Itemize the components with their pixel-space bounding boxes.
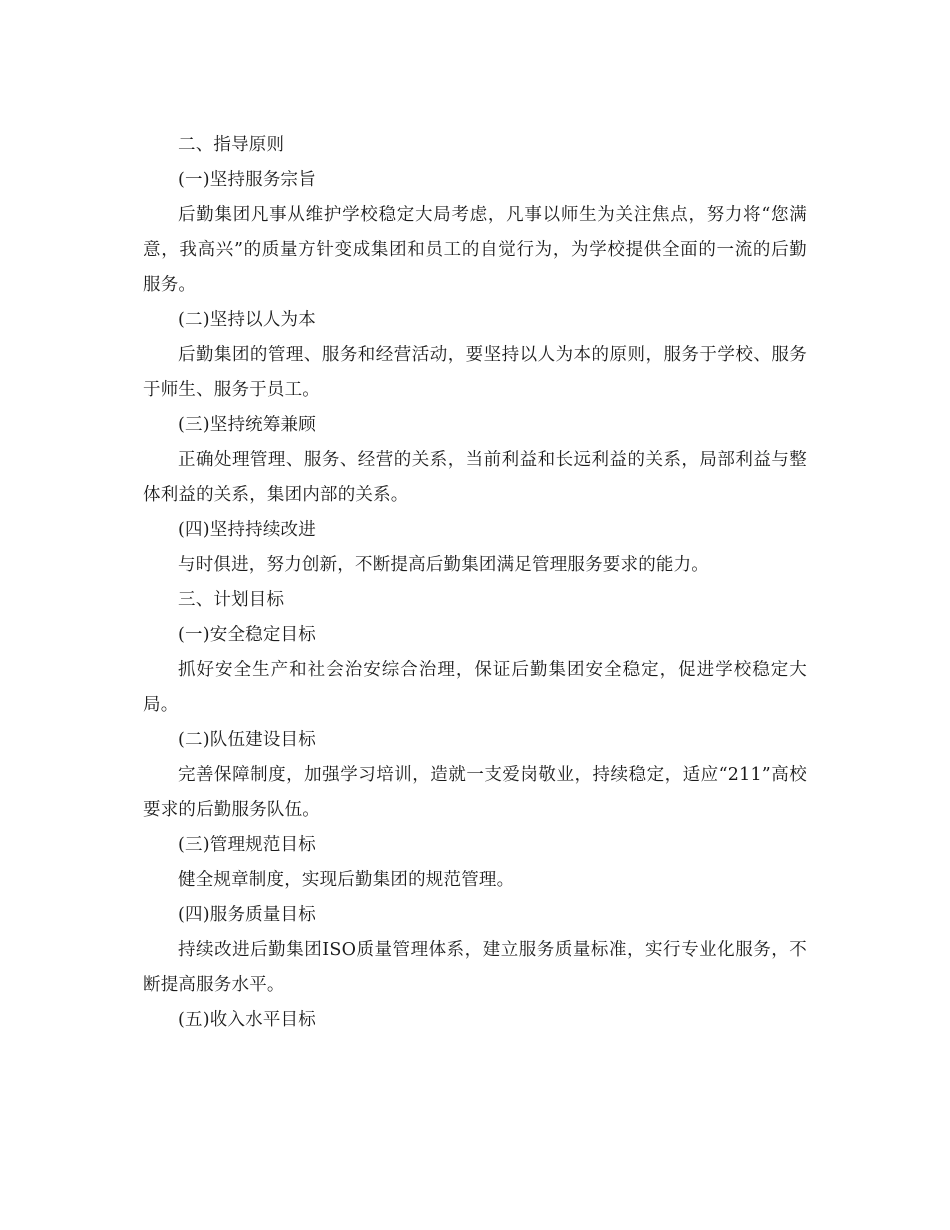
subheading-service-purpose: (一)坚持服务宗旨 <box>178 170 316 190</box>
paragraph-team-goal: 完善保障制度，加强学习培训，造就一支爱岗敬业，持续稳定，适应“211”高校要求的后勤服务队伍。 <box>143 765 807 820</box>
subheading-overall-planning: (三)坚持统筹兼顾 <box>178 415 316 435</box>
subheading-safety-goal: (一)安全稳定目标 <box>178 625 316 645</box>
paragraph-management-goal: 健全规章制度，实现后勤集团的规范管理。 <box>178 870 515 890</box>
subheading-team-goal: (二)队伍建设目标 <box>178 730 316 750</box>
paragraph-continuous-improvement: 与时俱进，努力创新，不断提高后勤集团满足管理服务要求的能力。 <box>178 555 709 575</box>
subheading-management-goal: (三)管理规范目标 <box>178 835 316 855</box>
paragraph-safety-goal: 抓好安全生产和社会治安综合治理，保证后勤集团安全稳定，促进学校稳定大局。 <box>143 660 807 715</box>
subheading-quality-goal: (四)服务质量目标 <box>178 905 316 925</box>
section-heading-plan-goals: 三、计划目标 <box>178 590 285 610</box>
paragraph-quality-goal: 持续改进后勤集团ISO质量管理体系，建立服务质量标准，实行专业化服务，不断提高服务水平。 <box>143 940 807 995</box>
subheading-income-goal: (五)收入水平目标 <box>178 1010 316 1030</box>
paragraph-service-purpose: 后勤集团凡事从维护学校稳定大局考虑，凡事以师生为关注焦点，努力将“您满意，我高兴”的质量方针变成集团和员工的自觉行为，为学校提供全面的一流的后勤服务。 <box>143 205 807 295</box>
paragraph-people-oriented: 后勤集团的管理、服务和经营活动，要坚持以人为本的原则，服务于学校、服务于师生、服务于员工。 <box>143 345 807 400</box>
subheading-continuous-improvement: (四)坚持持续改进 <box>178 520 316 540</box>
section-heading-guiding-principles: 二、指导原则 <box>178 135 285 155</box>
subheading-people-oriented: (二)坚持以人为本 <box>178 310 316 330</box>
paragraph-overall-planning: 正确处理管理、服务、经营的关系，当前利益和长远利益的关系，局部利益与整体利益的关系，集团内部的关系。 <box>143 450 807 505</box>
